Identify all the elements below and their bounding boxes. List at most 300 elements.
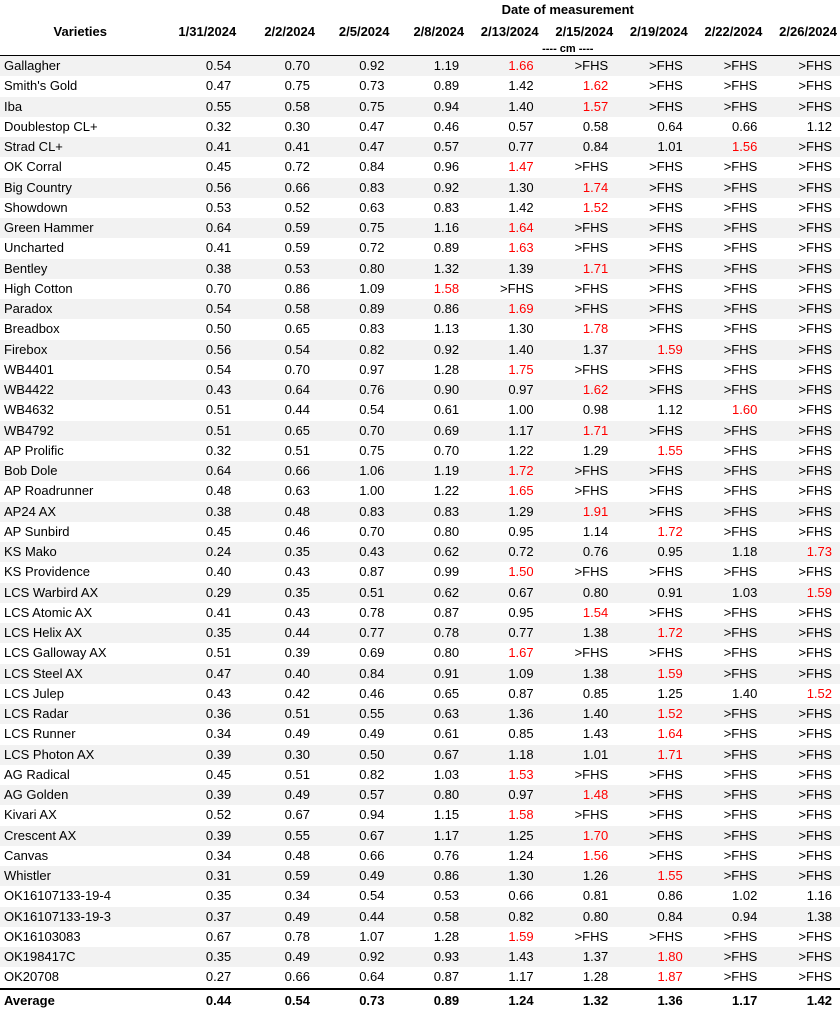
table-row bbox=[0, 947, 840, 967]
value-cell: >FHS bbox=[616, 178, 691, 198]
value-cell: 0.51 bbox=[239, 704, 318, 724]
value-cell: 0.82 bbox=[318, 765, 393, 785]
value-cell: 0.85 bbox=[467, 724, 542, 744]
value-cell: 0.65 bbox=[239, 421, 318, 441]
variety-cell: OK16107133-19-3 bbox=[0, 907, 161, 927]
date-header: 2/15/2024 bbox=[555, 23, 614, 39]
value-cell: 1.54 bbox=[542, 603, 617, 623]
value-cell: 1.75 bbox=[467, 360, 542, 380]
variety-cell: OK20708 bbox=[0, 967, 161, 988]
value-cell: >FHS bbox=[765, 340, 840, 360]
value-cell: 1.55 bbox=[616, 441, 691, 461]
value-cell: >FHS bbox=[765, 259, 840, 279]
value-cell: 1.19 bbox=[393, 461, 468, 481]
table-body bbox=[0, 56, 840, 989]
value-cell: 0.39 bbox=[161, 745, 240, 765]
value-cell: >FHS bbox=[691, 441, 766, 461]
value-cell: >FHS bbox=[691, 319, 766, 339]
value-cell: >FHS bbox=[616, 218, 691, 238]
value-cell: >FHS bbox=[691, 340, 766, 360]
value-cell: >FHS bbox=[691, 927, 766, 947]
value-cell: 0.80 bbox=[542, 907, 617, 927]
value-cell: >FHS bbox=[765, 238, 840, 258]
value-cell: 0.59 bbox=[239, 238, 318, 258]
variety-cell: AG Radical bbox=[0, 765, 161, 785]
table-row bbox=[0, 785, 840, 805]
value-cell: 1.67 bbox=[467, 643, 542, 663]
value-cell: >FHS bbox=[765, 947, 840, 967]
value-cell: 1.66 bbox=[467, 56, 542, 77]
table-row bbox=[0, 846, 840, 866]
value-cell: >FHS bbox=[542, 360, 617, 380]
value-cell: >FHS bbox=[691, 805, 766, 825]
value-cell: >FHS bbox=[765, 603, 840, 623]
variety-cell: LCS Steel AX bbox=[0, 664, 161, 684]
value-cell: 0.52 bbox=[239, 198, 318, 218]
value-cell: 0.80 bbox=[393, 522, 468, 542]
value-cell: 0.85 bbox=[542, 684, 617, 704]
variety-cell: OK198417C bbox=[0, 947, 161, 967]
variety-cell: AP Prolific bbox=[0, 441, 161, 461]
table-row bbox=[0, 441, 840, 461]
value-cell: 0.84 bbox=[318, 157, 393, 177]
value-cell: 1.28 bbox=[393, 360, 468, 380]
variety-cell: LCS Runner bbox=[0, 724, 161, 744]
value-cell: >FHS bbox=[765, 461, 840, 481]
value-cell: 1.30 bbox=[467, 178, 542, 198]
value-cell: >FHS bbox=[542, 461, 617, 481]
value-cell: 1.50 bbox=[467, 562, 542, 582]
table-row bbox=[0, 319, 840, 339]
value-cell: 0.24 bbox=[161, 542, 240, 562]
table-row bbox=[0, 805, 840, 825]
value-cell: 0.35 bbox=[161, 623, 240, 643]
value-cell: >FHS bbox=[616, 826, 691, 846]
value-cell: 0.64 bbox=[239, 380, 318, 400]
value-cell: 0.35 bbox=[161, 886, 240, 906]
value-cell: >FHS bbox=[691, 846, 766, 866]
value-cell: 0.63 bbox=[393, 704, 468, 724]
value-cell: 0.58 bbox=[239, 97, 318, 117]
value-cell: >FHS bbox=[765, 866, 840, 886]
value-cell: 0.34 bbox=[161, 846, 240, 866]
value-cell: >FHS bbox=[616, 360, 691, 380]
value-cell: 0.94 bbox=[318, 805, 393, 825]
average-value: 0.73 bbox=[318, 989, 393, 1012]
value-cell: 1.59 bbox=[467, 927, 542, 947]
value-cell: >FHS bbox=[616, 785, 691, 805]
value-cell: 0.53 bbox=[393, 886, 468, 906]
value-cell: 0.47 bbox=[318, 137, 393, 157]
value-cell: 0.89 bbox=[318, 299, 393, 319]
value-cell: >FHS bbox=[542, 805, 617, 825]
value-cell: 0.38 bbox=[161, 502, 240, 522]
value-cell: 0.58 bbox=[542, 117, 617, 137]
value-cell: >FHS bbox=[765, 97, 840, 117]
variety-cell: AG Golden bbox=[0, 785, 161, 805]
value-cell: 0.70 bbox=[239, 360, 318, 380]
value-cell: 0.53 bbox=[239, 259, 318, 279]
value-cell: >FHS bbox=[765, 279, 840, 299]
date-header: 2/26/2024 bbox=[779, 23, 837, 39]
value-cell: 0.76 bbox=[542, 542, 617, 562]
value-cell: 1.14 bbox=[542, 522, 617, 542]
value-cell: >FHS bbox=[765, 441, 840, 461]
value-cell: 0.98 bbox=[542, 400, 617, 420]
value-cell: 0.64 bbox=[161, 461, 240, 481]
value-cell: >FHS bbox=[765, 56, 840, 77]
value-cell: 0.67 bbox=[239, 805, 318, 825]
value-cell: 0.59 bbox=[239, 866, 318, 886]
value-cell: 0.82 bbox=[318, 340, 393, 360]
value-cell: 0.95 bbox=[467, 522, 542, 542]
value-cell: 1.65 bbox=[467, 481, 542, 501]
value-cell: 0.45 bbox=[161, 157, 240, 177]
value-cell: 1.17 bbox=[393, 826, 468, 846]
average-value: 1.32 bbox=[542, 989, 617, 1012]
variety-cell: Smith's Gold bbox=[0, 76, 161, 96]
value-cell: >FHS bbox=[691, 623, 766, 643]
value-cell: 1.09 bbox=[318, 279, 393, 299]
value-cell: 1.87 bbox=[616, 967, 691, 988]
value-cell: 0.62 bbox=[393, 542, 468, 562]
value-cell: 0.70 bbox=[393, 441, 468, 461]
value-cell: 0.55 bbox=[239, 826, 318, 846]
value-cell: >FHS bbox=[542, 299, 617, 319]
value-cell: 0.67 bbox=[467, 583, 542, 603]
variety-cell: Kivari AX bbox=[0, 805, 161, 825]
value-cell: 0.63 bbox=[239, 481, 318, 501]
value-cell: >FHS bbox=[691, 299, 766, 319]
variety-cell: LCS Galloway AX bbox=[0, 643, 161, 663]
value-cell: 0.72 bbox=[467, 542, 542, 562]
variety-cell: OK Corral bbox=[0, 157, 161, 177]
value-cell: 0.45 bbox=[161, 765, 240, 785]
value-cell: 0.95 bbox=[467, 603, 542, 623]
value-cell: 1.25 bbox=[467, 826, 542, 846]
value-cell: 0.91 bbox=[393, 664, 468, 684]
value-cell: 0.36 bbox=[161, 704, 240, 724]
value-cell: >FHS bbox=[542, 56, 617, 77]
variety-cell: Breadbox bbox=[0, 319, 161, 339]
value-cell: 0.64 bbox=[318, 967, 393, 988]
table-row bbox=[0, 745, 840, 765]
unit-label: ---- cm ---- bbox=[161, 43, 840, 56]
value-cell: >FHS bbox=[542, 927, 617, 947]
value-cell: >FHS bbox=[691, 380, 766, 400]
value-cell: 1.64 bbox=[616, 724, 691, 744]
value-cell: >FHS bbox=[765, 421, 840, 441]
value-cell: >FHS bbox=[765, 927, 840, 947]
value-cell: >FHS bbox=[691, 178, 766, 198]
value-cell: 0.82 bbox=[467, 907, 542, 927]
variety-cell: OK16103083 bbox=[0, 927, 161, 947]
value-cell: 0.54 bbox=[161, 56, 240, 77]
table-row bbox=[0, 927, 840, 947]
value-cell: >FHS bbox=[765, 299, 840, 319]
value-cell: 1.03 bbox=[691, 583, 766, 603]
value-cell: 0.69 bbox=[318, 643, 393, 663]
value-cell: 1.53 bbox=[467, 765, 542, 785]
value-cell: 1.15 bbox=[393, 805, 468, 825]
value-cell: 0.76 bbox=[318, 380, 393, 400]
value-cell: >FHS bbox=[691, 967, 766, 988]
table-row bbox=[0, 826, 840, 846]
value-cell: >FHS bbox=[765, 380, 840, 400]
table-row bbox=[0, 117, 840, 137]
value-cell: 1.58 bbox=[467, 805, 542, 825]
value-cell: 0.40 bbox=[239, 664, 318, 684]
table-row bbox=[0, 400, 840, 420]
average-value: 1.24 bbox=[467, 989, 542, 1012]
value-cell: >FHS bbox=[616, 319, 691, 339]
value-cell: 0.91 bbox=[616, 583, 691, 603]
value-cell: 1.72 bbox=[616, 522, 691, 542]
value-cell: 0.65 bbox=[393, 684, 468, 704]
variety-cell: Firebox bbox=[0, 340, 161, 360]
variety-cell: Crescent AX bbox=[0, 826, 161, 846]
value-cell: 0.30 bbox=[239, 745, 318, 765]
variety-cell: Showdown bbox=[0, 198, 161, 218]
value-cell: 1.52 bbox=[542, 198, 617, 218]
table-row bbox=[0, 299, 840, 319]
value-cell: 1.71 bbox=[542, 421, 617, 441]
value-cell: 0.84 bbox=[616, 907, 691, 927]
value-cell: >FHS bbox=[691, 481, 766, 501]
value-cell: >FHS bbox=[765, 157, 840, 177]
value-cell: 1.78 bbox=[542, 319, 617, 339]
variety-cell: AP Roadrunner bbox=[0, 481, 161, 501]
value-cell: 0.35 bbox=[239, 542, 318, 562]
value-cell: >FHS bbox=[765, 967, 840, 988]
value-cell: >FHS bbox=[691, 765, 766, 785]
value-cell: 0.94 bbox=[393, 97, 468, 117]
value-cell: >FHS bbox=[765, 218, 840, 238]
value-cell: 0.40 bbox=[161, 562, 240, 582]
table-row bbox=[0, 643, 840, 663]
value-cell: >FHS bbox=[616, 421, 691, 441]
value-cell: 1.22 bbox=[393, 481, 468, 501]
value-cell: 0.66 bbox=[239, 178, 318, 198]
table-row bbox=[0, 765, 840, 785]
value-cell: >FHS bbox=[691, 704, 766, 724]
value-cell: >FHS bbox=[691, 218, 766, 238]
value-cell: 0.93 bbox=[393, 947, 468, 967]
value-cell: 1.07 bbox=[318, 927, 393, 947]
value-cell: 0.97 bbox=[318, 360, 393, 380]
variety-cell: AP Sunbird bbox=[0, 522, 161, 542]
value-cell: >FHS bbox=[765, 562, 840, 582]
value-cell: >FHS bbox=[691, 562, 766, 582]
value-cell: 0.47 bbox=[161, 664, 240, 684]
value-cell: 0.27 bbox=[161, 967, 240, 988]
value-cell: 0.75 bbox=[318, 441, 393, 461]
value-cell: >FHS bbox=[616, 157, 691, 177]
value-cell: 0.92 bbox=[393, 340, 468, 360]
variety-cell: Big Country bbox=[0, 178, 161, 198]
date-header: 2/2/2024 bbox=[264, 23, 315, 39]
table-row bbox=[0, 461, 840, 481]
date-header: 2/22/2024 bbox=[704, 23, 763, 39]
value-cell: 0.44 bbox=[239, 400, 318, 420]
value-cell: >FHS bbox=[542, 157, 617, 177]
table-row bbox=[0, 218, 840, 238]
value-cell: 1.18 bbox=[691, 542, 766, 562]
value-cell: 0.86 bbox=[393, 866, 468, 886]
value-cell: >FHS bbox=[765, 643, 840, 663]
date-header: 1/31/2024 bbox=[178, 23, 237, 39]
value-cell: 0.55 bbox=[318, 704, 393, 724]
value-cell: 1.70 bbox=[542, 826, 617, 846]
value-cell: 0.50 bbox=[161, 319, 240, 339]
value-cell: >FHS bbox=[691, 643, 766, 663]
value-cell: >FHS bbox=[616, 259, 691, 279]
value-cell: 1.01 bbox=[542, 745, 617, 765]
value-cell: 0.51 bbox=[239, 765, 318, 785]
value-cell: 0.66 bbox=[239, 461, 318, 481]
table-row bbox=[0, 967, 840, 988]
value-cell: >FHS bbox=[616, 562, 691, 582]
value-cell: 1.59 bbox=[616, 340, 691, 360]
value-cell: 0.95 bbox=[616, 542, 691, 562]
value-cell: 1.52 bbox=[616, 704, 691, 724]
value-cell: 1.56 bbox=[691, 137, 766, 157]
value-cell: 0.81 bbox=[542, 886, 617, 906]
value-cell: 0.63 bbox=[318, 198, 393, 218]
value-cell: 0.86 bbox=[239, 279, 318, 299]
value-cell: 0.66 bbox=[318, 846, 393, 866]
variety-cell: Iba bbox=[0, 97, 161, 117]
value-cell: >FHS bbox=[765, 319, 840, 339]
value-cell: >FHS bbox=[691, 259, 766, 279]
variety-cell: Bob Dole bbox=[0, 461, 161, 481]
value-cell: 1.29 bbox=[467, 502, 542, 522]
variety-cell: Strad CL+ bbox=[0, 137, 161, 157]
value-cell: >FHS bbox=[765, 765, 840, 785]
value-cell: 1.29 bbox=[542, 441, 617, 461]
value-cell: 1.37 bbox=[542, 340, 617, 360]
value-cell: 0.34 bbox=[239, 886, 318, 906]
value-cell: 0.70 bbox=[318, 522, 393, 542]
value-cell: 0.83 bbox=[393, 502, 468, 522]
value-cell: 1.00 bbox=[318, 481, 393, 501]
value-cell: 1.73 bbox=[765, 542, 840, 562]
value-cell: 0.97 bbox=[467, 380, 542, 400]
value-cell: 1.00 bbox=[467, 400, 542, 420]
value-cell: >FHS bbox=[542, 218, 617, 238]
value-cell: 1.74 bbox=[542, 178, 617, 198]
value-cell: 0.44 bbox=[318, 907, 393, 927]
table-row bbox=[0, 56, 840, 77]
value-cell: >FHS bbox=[691, 745, 766, 765]
value-cell: 1.58 bbox=[393, 279, 468, 299]
value-cell: >FHS bbox=[616, 76, 691, 96]
value-cell: 0.67 bbox=[393, 745, 468, 765]
value-cell: 0.62 bbox=[393, 583, 468, 603]
value-cell: 1.40 bbox=[542, 704, 617, 724]
value-cell: 0.50 bbox=[318, 745, 393, 765]
value-cell: 1.62 bbox=[542, 380, 617, 400]
value-cell: >FHS bbox=[542, 643, 617, 663]
value-cell: 0.51 bbox=[161, 400, 240, 420]
value-cell: >FHS bbox=[765, 360, 840, 380]
value-cell: >FHS bbox=[691, 157, 766, 177]
value-cell: 1.17 bbox=[467, 967, 542, 988]
value-cell: 1.40 bbox=[467, 340, 542, 360]
value-cell: 0.76 bbox=[393, 846, 468, 866]
value-cell: >FHS bbox=[691, 76, 766, 96]
value-cell: 0.64 bbox=[161, 218, 240, 238]
value-cell: 1.28 bbox=[393, 927, 468, 947]
table-row bbox=[0, 76, 840, 96]
value-cell: 0.56 bbox=[161, 178, 240, 198]
value-cell: 0.54 bbox=[318, 886, 393, 906]
value-cell: 1.12 bbox=[616, 400, 691, 420]
value-cell: 0.34 bbox=[161, 724, 240, 744]
value-cell: 0.89 bbox=[393, 238, 468, 258]
value-cell: 0.51 bbox=[161, 421, 240, 441]
value-cell: 1.57 bbox=[542, 97, 617, 117]
value-cell: 0.78 bbox=[239, 927, 318, 947]
value-cell: 0.87 bbox=[393, 967, 468, 988]
value-cell: >FHS bbox=[542, 765, 617, 785]
table-row bbox=[0, 907, 840, 927]
value-cell: 1.19 bbox=[393, 56, 468, 77]
value-cell: >FHS bbox=[467, 279, 542, 299]
value-cell: >FHS bbox=[765, 481, 840, 501]
value-cell: >FHS bbox=[765, 522, 840, 542]
value-cell: 0.55 bbox=[161, 97, 240, 117]
value-cell: 0.67 bbox=[161, 927, 240, 947]
value-cell: 1.43 bbox=[467, 947, 542, 967]
value-cell: >FHS bbox=[616, 97, 691, 117]
table-row bbox=[0, 238, 840, 258]
value-cell: 0.67 bbox=[318, 826, 393, 846]
unit-spacer bbox=[0, 43, 161, 56]
value-cell: 1.06 bbox=[318, 461, 393, 481]
value-cell: 0.48 bbox=[239, 846, 318, 866]
value-cell: 0.78 bbox=[318, 603, 393, 623]
value-cell: 1.48 bbox=[542, 785, 617, 805]
value-cell: >FHS bbox=[691, 198, 766, 218]
table-row bbox=[0, 380, 840, 400]
value-cell: >FHS bbox=[616, 56, 691, 77]
variety-cell: Whistler bbox=[0, 866, 161, 886]
value-cell: 0.51 bbox=[161, 643, 240, 663]
value-cell: 0.58 bbox=[239, 299, 318, 319]
value-cell: 1.39 bbox=[467, 259, 542, 279]
value-cell: 0.42 bbox=[239, 684, 318, 704]
value-cell: 0.48 bbox=[239, 502, 318, 522]
value-cell: 0.89 bbox=[393, 76, 468, 96]
table-row bbox=[0, 623, 840, 643]
variety-cell: Gallagher bbox=[0, 56, 161, 77]
value-cell: 0.75 bbox=[239, 76, 318, 96]
value-cell: 0.92 bbox=[318, 56, 393, 77]
value-cell: 1.71 bbox=[616, 745, 691, 765]
value-cell: 0.57 bbox=[467, 117, 542, 137]
value-cell: 0.64 bbox=[616, 117, 691, 137]
value-cell: 1.30 bbox=[467, 319, 542, 339]
value-cell: 0.72 bbox=[318, 238, 393, 258]
table-row bbox=[0, 704, 840, 724]
value-cell: 0.61 bbox=[393, 724, 468, 744]
value-cell: 0.31 bbox=[161, 866, 240, 886]
value-cell: >FHS bbox=[542, 562, 617, 582]
table-row bbox=[0, 279, 840, 299]
value-cell: 0.37 bbox=[161, 907, 240, 927]
value-cell: 0.83 bbox=[318, 178, 393, 198]
